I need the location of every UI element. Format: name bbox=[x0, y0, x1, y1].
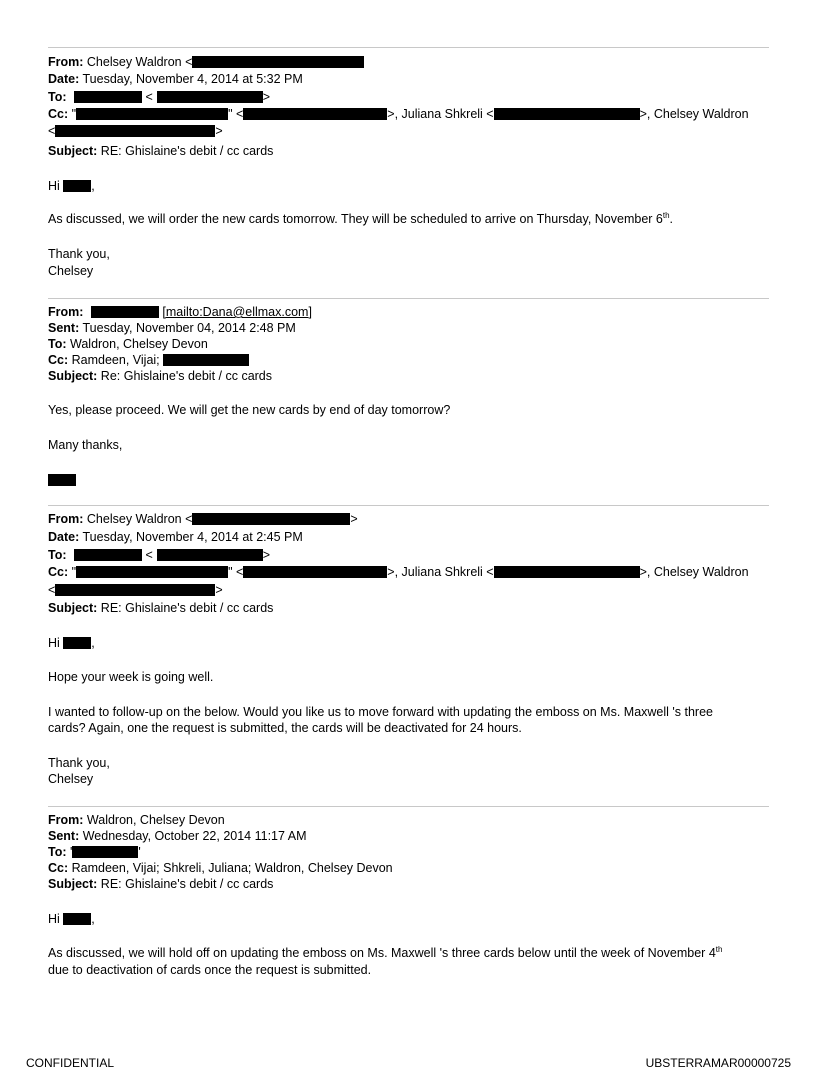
email3-closing2: Chelsey bbox=[48, 772, 94, 786]
email2-cc-row bbox=[48, 353, 249, 368]
email1-cc-row bbox=[48, 107, 749, 122]
to-label: To: bbox=[48, 90, 67, 104]
redaction-block bbox=[55, 125, 215, 137]
email1-date-row bbox=[48, 72, 303, 87]
email1-subject-row bbox=[48, 144, 273, 159]
email3-date-row bbox=[48, 530, 303, 545]
email4-subject-row bbox=[48, 877, 273, 892]
subject-label: Subject: bbox=[48, 144, 98, 158]
sent-label: Sent: bbox=[48, 829, 80, 843]
to-label: To: bbox=[48, 548, 67, 562]
redaction-block bbox=[163, 354, 249, 366]
email1-greeting: Hi , bbox=[48, 179, 95, 193]
email1-closing2: Chelsey bbox=[48, 264, 94, 278]
email1-from-row bbox=[48, 55, 364, 70]
redaction-block bbox=[192, 56, 364, 68]
redaction-block bbox=[243, 108, 387, 120]
email2-to-row bbox=[48, 337, 208, 352]
email1-date: Tuesday, November 4, 2014 at 5:32 PM bbox=[82, 72, 303, 86]
to-label: To: bbox=[48, 337, 67, 351]
redaction-block bbox=[157, 549, 263, 561]
email3-subject-row bbox=[48, 601, 273, 616]
email2-sent-row bbox=[48, 321, 296, 336]
email3-body2-line1: I wanted to follow-up on the below. Would you like us to move forward with updating the emboss on Ms. Maxwell 's three bbox=[48, 705, 713, 719]
subject-label: Subject: bbox=[48, 369, 98, 383]
confidential-label: CONFIDENTIAL bbox=[26, 1056, 115, 1070]
greeting-text: Hi bbox=[48, 636, 60, 650]
quote-lt: " < bbox=[228, 565, 244, 579]
email3-greeting: Hi , bbox=[48, 636, 95, 650]
redaction-block bbox=[494, 108, 640, 120]
email3-closing1: Thank you, bbox=[48, 756, 110, 770]
quote: " bbox=[71, 565, 77, 579]
email2-closing: Many thanks, bbox=[48, 438, 123, 452]
redaction-block bbox=[55, 584, 215, 596]
email4-subject: RE: Ghislaine's debit / cc cards bbox=[100, 877, 274, 891]
email2-from-row bbox=[48, 305, 312, 320]
email2-cc: Ramdeen, Vijai; bbox=[71, 353, 160, 367]
redaction-block bbox=[48, 474, 76, 486]
email2-subject: Re: Ghislaine's debit / cc cards bbox=[100, 369, 273, 383]
gt-bracket: > bbox=[262, 548, 271, 562]
superscript: th bbox=[715, 945, 723, 954]
lt-bracket: < bbox=[48, 583, 56, 597]
redaction-block bbox=[157, 91, 263, 103]
redaction-block bbox=[63, 913, 91, 925]
date-label: Date: bbox=[48, 530, 80, 544]
period: . bbox=[669, 212, 674, 226]
email3-cc-juliana: >, Juliana Shkreli < bbox=[387, 565, 494, 579]
lt-bracket: < bbox=[48, 124, 56, 138]
email4-body-line1 bbox=[48, 946, 722, 961]
redaction-block bbox=[74, 91, 142, 103]
email4-cc: Ramdeen, Vijai; Shkreli, Juliana; Waldron, Chelsey Devon bbox=[71, 861, 393, 875]
gt-bracket: > bbox=[215, 583, 223, 597]
subject-label: Subject: bbox=[48, 877, 98, 891]
email3-to-row bbox=[48, 548, 270, 563]
redaction-block bbox=[494, 566, 640, 578]
email4-body-line2: due to deactivation of cards once the request is submitted. bbox=[48, 963, 372, 977]
greeting-text: Hi bbox=[48, 179, 60, 193]
email4-from-row bbox=[48, 813, 225, 828]
lt-bracket: < bbox=[145, 548, 153, 562]
quote: ' bbox=[70, 845, 73, 859]
email3-cc-chelsey: >, Chelsey Waldron bbox=[639, 565, 749, 579]
email2-body: Yes, please proceed. We will get the new cards by end of day tomorrow? bbox=[48, 403, 451, 417]
superscript: th bbox=[662, 211, 670, 220]
redaction-block bbox=[76, 108, 228, 120]
from-label: From: bbox=[48, 55, 84, 69]
email3-from-name: Chelsey Waldron < bbox=[86, 512, 193, 526]
email4-cc-row bbox=[48, 861, 393, 876]
gt-bracket: > bbox=[215, 124, 223, 138]
email1-cc-chelsey: >, Chelsey Waldron bbox=[639, 107, 749, 121]
email1-cc-juliana: >, Juliana Shkreli < bbox=[387, 107, 494, 121]
greeting-text: Hi bbox=[48, 912, 60, 926]
divider-line bbox=[48, 47, 769, 48]
to-label: To: bbox=[48, 845, 67, 859]
email4-to-row bbox=[48, 845, 141, 860]
quote: ' bbox=[138, 845, 141, 859]
from-label: From: bbox=[48, 512, 84, 526]
redaction-block bbox=[74, 549, 142, 561]
sent-label: Sent: bbox=[48, 321, 80, 335]
from-label: From: bbox=[48, 305, 84, 319]
email1-from-name: Chelsey Waldron < bbox=[86, 55, 193, 69]
redaction-block bbox=[72, 845, 141, 859]
gt-bracket: > bbox=[262, 90, 271, 104]
cc-label: Cc: bbox=[48, 353, 69, 367]
email4-from: Waldron, Chelsey Devon bbox=[86, 813, 225, 827]
email2-sent: Tuesday, November 04, 2014 2:48 PM bbox=[82, 321, 296, 335]
redaction-block bbox=[243, 566, 387, 578]
mailto-link[interactable]: [mailto:Dana@ellmax.com] bbox=[162, 305, 312, 319]
gt-bracket: > bbox=[350, 512, 358, 526]
email1-subject: RE: Ghislaine's debit / cc cards bbox=[100, 144, 274, 158]
lt-bracket: < bbox=[145, 90, 153, 104]
email4-body-text: As discussed, we will hold off on updating the emboss on Ms. Maxwell 's three cards below until the week of November 4 bbox=[48, 946, 716, 960]
from-label: From: bbox=[48, 813, 84, 827]
email3-cc-row bbox=[48, 565, 749, 580]
email3-cc-row-2 bbox=[48, 583, 223, 598]
cc-label: Cc: bbox=[48, 107, 69, 121]
email3-subject: RE: Ghislaine's debit / cc cards bbox=[100, 601, 274, 615]
redaction-block bbox=[63, 180, 91, 192]
email3-from-row bbox=[48, 512, 358, 527]
email1-body-text: As discussed, we will order the new cards tomorrow. They will be scheduled to arrive on Thursday, November 6 bbox=[48, 212, 663, 226]
quote-lt: " < bbox=[228, 107, 244, 121]
email2-signature bbox=[48, 473, 76, 488]
cc-label: Cc: bbox=[48, 565, 69, 579]
redaction-block bbox=[192, 513, 350, 525]
bates-number: UBSTERRAMAR00000725 bbox=[645, 1056, 791, 1070]
quote: " bbox=[71, 107, 77, 121]
redaction-block bbox=[76, 566, 228, 578]
email1-closing1: Thank you, bbox=[48, 247, 110, 261]
email1-body bbox=[48, 212, 673, 227]
email2-subject-row bbox=[48, 369, 272, 384]
redaction-block bbox=[63, 637, 91, 649]
redaction-block bbox=[91, 306, 159, 318]
email3-body2-line2: cards? Again, one the request is submitted, the cards will be deactivated for 24 hours. bbox=[48, 721, 522, 735]
email3-body1: Hope your week is going well. bbox=[48, 670, 214, 684]
divider-line bbox=[48, 806, 769, 807]
email4-greeting: Hi , bbox=[48, 912, 95, 926]
email3-date: Tuesday, November 4, 2014 at 2:45 PM bbox=[82, 530, 303, 544]
email2-to: Waldron, Chelsey Devon bbox=[70, 337, 208, 351]
subject-label: Subject: bbox=[48, 601, 98, 615]
email4-sent-row bbox=[48, 829, 307, 844]
email4-sent: Wednesday, October 22, 2014 11:17 AM bbox=[82, 829, 307, 843]
date-label: Date: bbox=[48, 72, 80, 86]
email1-to-row bbox=[48, 90, 270, 105]
divider-line bbox=[48, 298, 769, 299]
email1-cc-row-2 bbox=[48, 124, 223, 139]
divider-line bbox=[48, 505, 769, 506]
cc-label: Cc: bbox=[48, 861, 69, 875]
